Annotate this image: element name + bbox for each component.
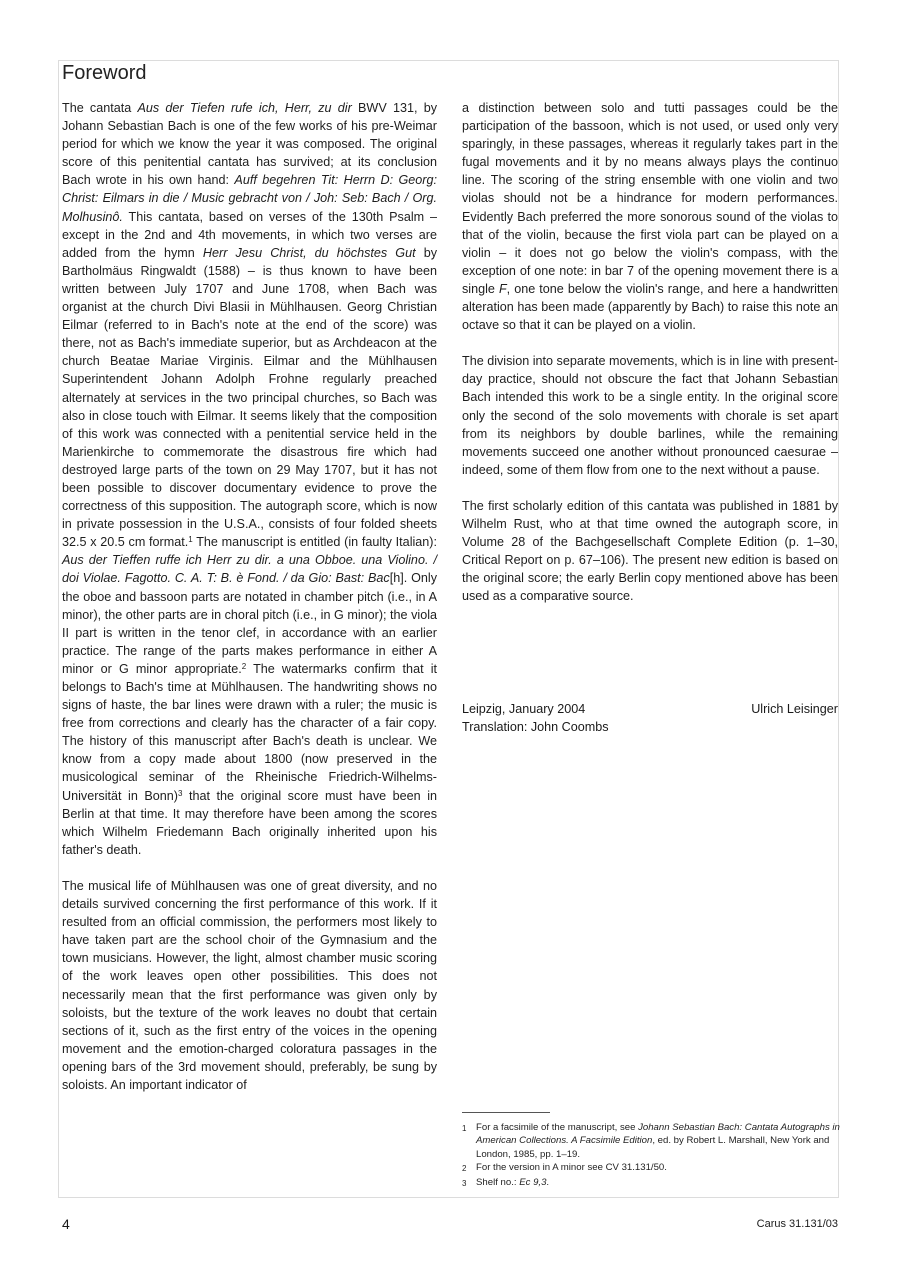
catalog-number: Carus 31.131/03 [756, 1218, 838, 1230]
page-number: 4 [62, 1216, 70, 1232]
translator-credit: Translation: John Coombs [462, 720, 609, 735]
footnote-rule [462, 1112, 550, 1113]
place-date: Leipzig, January 2004 [462, 702, 586, 716]
footnote-ref-3[interactable]: 3 [177, 788, 183, 798]
left-column [62, 99, 437, 1112]
author-name: Ulrich Leisinger [751, 702, 838, 716]
signature-block [462, 700, 838, 736]
paragraph-movements: The division into separate movements, which is in line with present-day practice, should not obscure the fact that Johann Sebastian Bach intended this work to be a single entity. In the original score only the second of the solo movements with chorale is set apart from its neighbors by double barlines, while the remaining movements succeed one another without pronounced caesurae – indeed, some of them flow from one to the next without a pause. [462, 354, 838, 477]
paragraph-edition: The first scholarly edition of this cantata was published in 1881 by Wilhelm Rust, who at that time owned the autograph score, in Volume 28 of the Bachgesellschaft Complete Edition (p. 1–30, Critical Report on p. 67–106). The present new edition is based on the original score; the early Berlin copy mentioned above has been used as a comparative source. [462, 498, 838, 604]
footnote-3: 3 Shelf no.: Ec 9,3. [462, 1176, 550, 1188]
paragraph-history: The cantata Aus der Tiefen rufe ich, Herr, zu dir BWV 131, by Johann Sebastian Bach is one of the few works of his pre-Weimar period for which we know the year it was composed. The original score of this penitential cantata has survived; at its conclusion Bach wrote in his own hand: Auff begehren Tit: Herrn D: Georg: Christ: Eilmars in die / Music gebracht von / Joh: Seb: Bach / Org. Molhusinô. This cantata, based on verses of the 130th Psalm – except in the 2nd and 4th movements, in which two verses are added from the hymn Herr Jesu Christ, du höchstes Gut by Bartholmäus Ringwaldt (1588) – is thus known to have been written between July 1707 and June 1708, when Bach was organist at the church Divi Blasii in Mühlhausen. Georg Christian Eilmar (referred to in Bach's note at the end of the score) was there, not as Bach's immediate superior, but as Archdeacon at the church Beatae Mariae Virginis. Eilmar and the Mühlhausen Superintendent Johann Adolph Frohne regularly preached alternately at services in the two principal churches, so Bach was also in close touch with Eilmar. It seems likely that the composition of this work was connected with a penitential service held in the Marienkirche to commemorate the disastrous fire which had destroyed large parts of the town on 29 May 1707, but it has not been possible to discover documentary evidence to prove the correctness of this supposition. The autograph score, which is now in private possession in the U.S.A., consists of four folded sheets 32.5 x 20.5 cm format.$^1$ The manuscript is entitled (in faulty Italian): Aus der Tieffen ruffe ich Herr zu dir. a una Obboe. una Violino. / doi Violae. Fagotto. C. A. T: B. è Fond. / da Gio: Bast: Bac[h]. Only the oboe and bassoon parts are notated in chamber pitch (i.e., in A minor), the other parts are in choral pitch (i.e., in G minor); the viola II part is written in the tenor clef, in accordance with an earlier practice. The range of the parts makes performance in either A minor or G minor appropriate.$^2$ The watermarks confirm that it belongs to Bach's time at Mühlhausen. The handwriting shows no signs of haste, the bar lines were drawn with a ruler; the music is free from corrections and clearly has the character of a fair copy. The history of this manuscript after Bach's death is unclear. We know from a copy made about 1800 (now preserved in the musicological seminar of the Rheinische Friedrich-Wilhelms-Universität in Bonn)$^3$ that the original score must have been in Berlin at that time. It may therefore have been among the scores which Wilhelm Friedemann Bach originally inherited upon his father's death. [62, 101, 437, 857]
paragraph-performance: The musical life of Mühlhausen was one of great diversity, and no details survived concerning the first performance of this work. If it resulted from an official commission, the performers most likely to have taken part are the school choir of the Gymnasium and the town musicians. However, the light, almost chamber music scoring of the work leaves open other possibilities. This does not necessarily mean that the first performance was given only by soloists, but the texture of the work leaves no doubt that certain sections of it, such as the first entry of the voices in the opening movement and the emotion-charged coloratura passages in the opening bars of the 3rd movement should, preferably, be sung by soloists. An important indicator of [62, 878, 437, 1092]
paragraph-scoring: a distinction between solo and tutti passages could be the participation of the bassoon, which is not used, or used only very sparingly, in these passages, whereas it regularly takes part in the fugal movements and it by no means always plays the continuo line. The scoring of the string ensemble with one violin and two violas should not be a hindrance for modern performances. Evidently Bach preferred the more sonorous sound of the violas to that of the violin, because the first viola part can be played on a violin – it does not go below the violin's compass, with the exception of one note: in bar 7 of the opening movement there is a single F, one tone below the violin's range, and here a handwritten alteration has been made (apparently by Bach) to raise this note an octave so that it can be played on a violin. [462, 101, 838, 333]
footnote-ref-1[interactable]: 1 [188, 535, 193, 545]
footnotes [462, 1112, 840, 1190]
footnote-2: 2 For the version in A minor see CV 31.131/50. [462, 1162, 667, 1174]
footnote-ref-2[interactable]: 2 [241, 661, 247, 671]
footnote-1: 1 For a facsimile of the manuscript, see Johann Sebastian Bach: Cantata Autographs in American Collections. A Facsimile Edition, ed. by Robert L. Marshall, New York and London, 1985, pp. 1–19. [462, 1122, 840, 1160]
page-title: Foreword [62, 62, 147, 84]
right-column [462, 99, 838, 623]
